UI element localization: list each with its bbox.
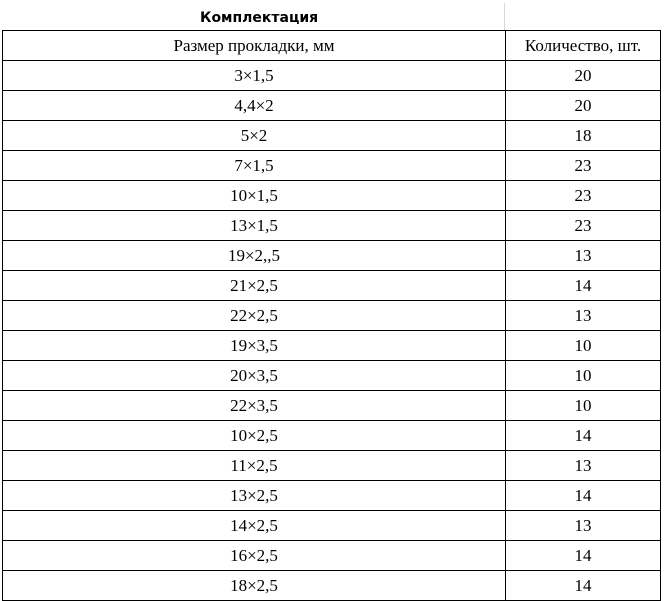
- table-row: [3, 481, 661, 511]
- size-cell: 4,4×2: [3, 91, 506, 121]
- quantity-cell: 14: [506, 271, 661, 301]
- size-cell: 22×2,5: [3, 301, 506, 331]
- quantity-cell: 20: [506, 91, 661, 121]
- table-row: [3, 181, 661, 211]
- size-cell: 20×3,5: [3, 361, 506, 391]
- size-cell: 19×2,,5: [3, 241, 506, 271]
- size-cell: 18×2,5: [3, 571, 506, 601]
- title-row: [2, 3, 660, 30]
- size-cell: 16×2,5: [3, 541, 506, 571]
- table-row: [3, 391, 661, 421]
- size-cell: 19×3,5: [3, 331, 506, 361]
- table-row: [3, 91, 661, 121]
- table-row: [3, 151, 661, 181]
- kit-table: [2, 30, 661, 601]
- table-row: [3, 361, 661, 391]
- size-cell: 13×1,5: [3, 211, 506, 241]
- quantity-cell: 13: [506, 511, 661, 541]
- quantity-cell: 14: [506, 481, 661, 511]
- size-cell: 13×2,5: [3, 481, 506, 511]
- column-header-quantity: Количество, шт.: [506, 31, 661, 61]
- table-row: [3, 301, 661, 331]
- quantity-cell: 20: [506, 61, 661, 91]
- quantity-cell: 14: [506, 571, 661, 601]
- quantity-cell: 23: [506, 151, 661, 181]
- table-title: Комплектация: [2, 3, 505, 30]
- table-body: [3, 61, 661, 601]
- quantity-cell: 23: [506, 211, 661, 241]
- size-cell: 10×1,5: [3, 181, 506, 211]
- size-cell: 22×3,5: [3, 391, 506, 421]
- quantity-cell: 13: [506, 241, 661, 271]
- quantity-cell: 10: [506, 361, 661, 391]
- table-row: [3, 241, 661, 271]
- size-cell: 3×1,5: [3, 61, 506, 91]
- table-row: [3, 421, 661, 451]
- table-row: [3, 511, 661, 541]
- table-row: [3, 211, 661, 241]
- table-row: [3, 541, 661, 571]
- size-cell: 11×2,5: [3, 451, 506, 481]
- size-cell: 5×2: [3, 121, 506, 151]
- spreadsheet: [2, 3, 660, 601]
- size-cell: 14×2,5: [3, 511, 506, 541]
- table-row: [3, 571, 661, 601]
- table-row: [3, 61, 661, 91]
- header-row: [3, 31, 661, 61]
- quantity-cell: 10: [506, 391, 661, 421]
- quantity-cell: 23: [506, 181, 661, 211]
- table-row: [3, 451, 661, 481]
- size-cell: 21×2,5: [3, 271, 506, 301]
- table-row: [3, 331, 661, 361]
- size-cell: 10×2,5: [3, 421, 506, 451]
- quantity-cell: 14: [506, 421, 661, 451]
- quantity-cell: 18: [506, 121, 661, 151]
- quantity-cell: 10: [506, 331, 661, 361]
- column-header-size: Размер прокладки, мм: [3, 31, 506, 61]
- table-row: [3, 121, 661, 151]
- quantity-cell: 14: [506, 541, 661, 571]
- quantity-cell: 13: [506, 301, 661, 331]
- table-row: [3, 271, 661, 301]
- title-empty-cell: [505, 3, 660, 30]
- size-cell: 7×1,5: [3, 151, 506, 181]
- quantity-cell: 13: [506, 451, 661, 481]
